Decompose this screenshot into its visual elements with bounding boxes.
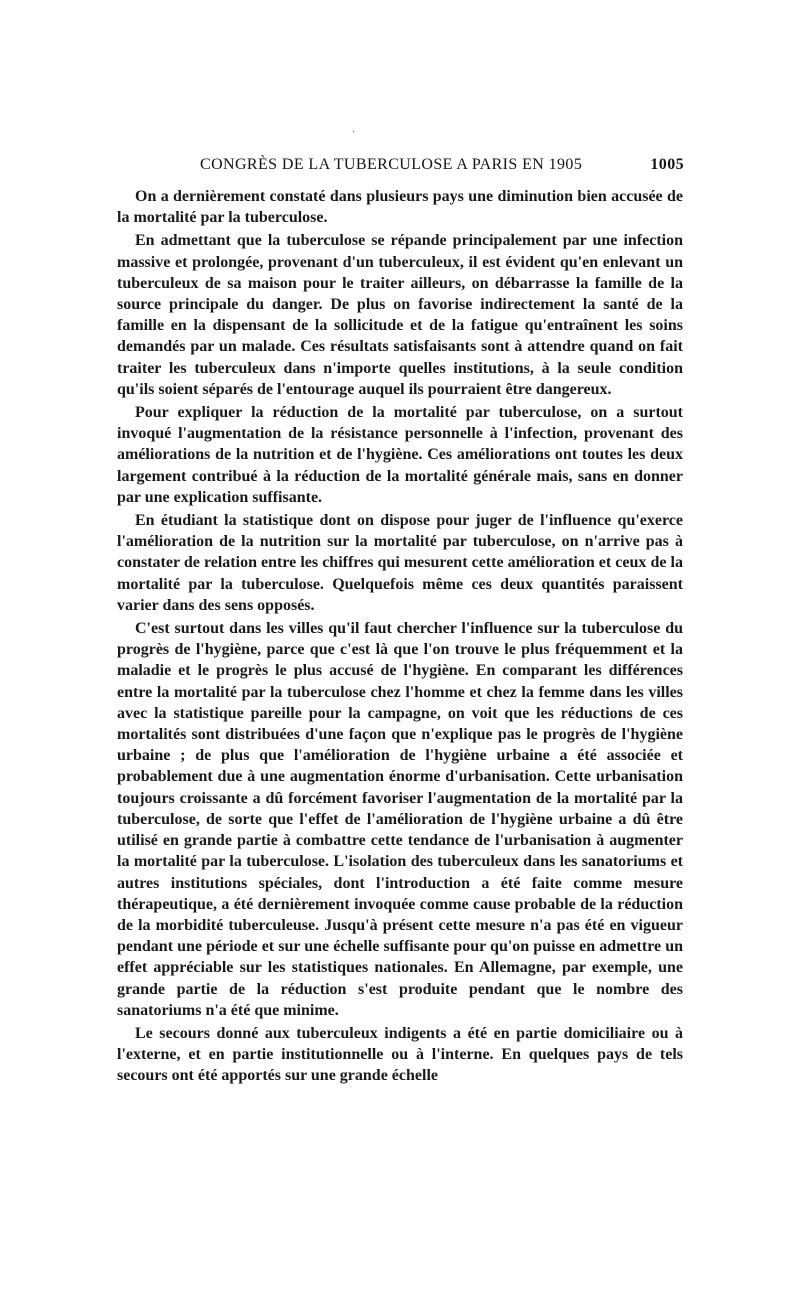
paragraph: En étudiant la statistique dont on dispose pour juger de l'influence qu'exerce l'amélioration de la nutrition sur la mortalité par tuberculose, on n'arrive pas à constater de relation entre les chiffres qui mesurent cette amélioration et ceux de la mortalité par la tuberculose. Quelquefois même ces deux quantités paraissent varier dans des sens opposés. — [117, 512, 683, 614]
paragraph: C'est surtout dans les villes qu'il faut chercher l'influence sur la tuberculose du progrès de l'hygiène, parce que c'est là que l'on trouve le plus fréquemment et la maladie et le progrès le plus accusé de l'hygiène. En comparant les différences entre la mortalité par la tuberculose chez l'homme et chez la femme dans les villes avec la statistique pareille pour la campagne, on voit que les réductions de ces mortalités sont distribuées d'une façon que n'explique pas le progrès de l'hygiène urbaine ; de plus que l'amélioration de l'hygiène urbaine a été associée et probablement due à une augmentation énorme d'urbanisation. Cette urbanisation toujours croissante a dû forcément favoriser l'augmentation de la mortalité par la tuberculose, de sorte que l'effet de l'amélioration de l'hygiène urbaine a dû être utilisé en grande partie à combattre cette tendance de l'urbanisation à augmenter la mortalité par la tuberculose. L'isolation des tuberculeux dans les sanatoriums et autres institutions spéciales, dont l'introduction a été faite comme mesure thérapeutique, a été dernièrement invoquée comme cause probable de la réduction de la morbidité tuberculeuse. Jusqu'à présent cette mesure n'a pas été en vigueur pendant une période et sur une échelle suffisante pour qu'on puisse en admettre un effet appréciable sur les statistiques nationales. En Allemagne, par exemple, une grande partie de la réduction s'est produite pendant que le nombre des sanatoriums n'a été que minime. — [117, 620, 683, 1019]
page-speck: ʼ — [352, 130, 355, 139]
paragraph: Pour expliquer la réduction de la mortalité par tuberculose, on a surtout invoqué l'augmentation de la résistance personnelle à l'infection, provenant des améliorations de la nutrition et de l'hygiène. Ces améliorations ont toutes les deux largement contribué à la réduction de la mortalité générale mais, sans en donner par une explication suffisante. — [117, 404, 683, 506]
paragraph: Le secours donné aux tuberculeux indigents a été en partie domiciliaire ou à l'externe, et en partie institutionnelle ou à l'interne. En quelques pays de tels secours ont été apportés sur une grande échelle — [117, 1024, 683, 1085]
paragraph: On a dernièrement constaté dans plusieurs pays une diminution bien accusée de la mortalité par la tuberculose. — [117, 188, 683, 227]
running-header — [200, 152, 684, 178]
paragraph: En admettant que la tuberculose se répande principalement par une infection massive et prolongée, provenant d'un tuberculeux, il est évident qu'en enlevant un tuberculeux de sa maison pour le traiter ailleurs, on débarrasse la famille de la source principale du danger. De plus on favorise indirectement la santé de la famille en la dispensant de la sollicitude et de la fatigue qu'entraînent les soins demandés par un malade. Ces résultats satisfaisants sont à attendre quand on fait traiter les tuberculeux dans n'importe quelles institutions, à la seule condition qu'ils soient séparés de l'entourage auquel ils pourraient être dangereux. — [117, 232, 683, 398]
page-number: 1005 — [650, 156, 684, 173]
running-title: CONGRÈS DE LA TUBERCULOSE A PARIS EN 1905 — [200, 156, 583, 173]
body-text — [117, 186, 683, 1089]
